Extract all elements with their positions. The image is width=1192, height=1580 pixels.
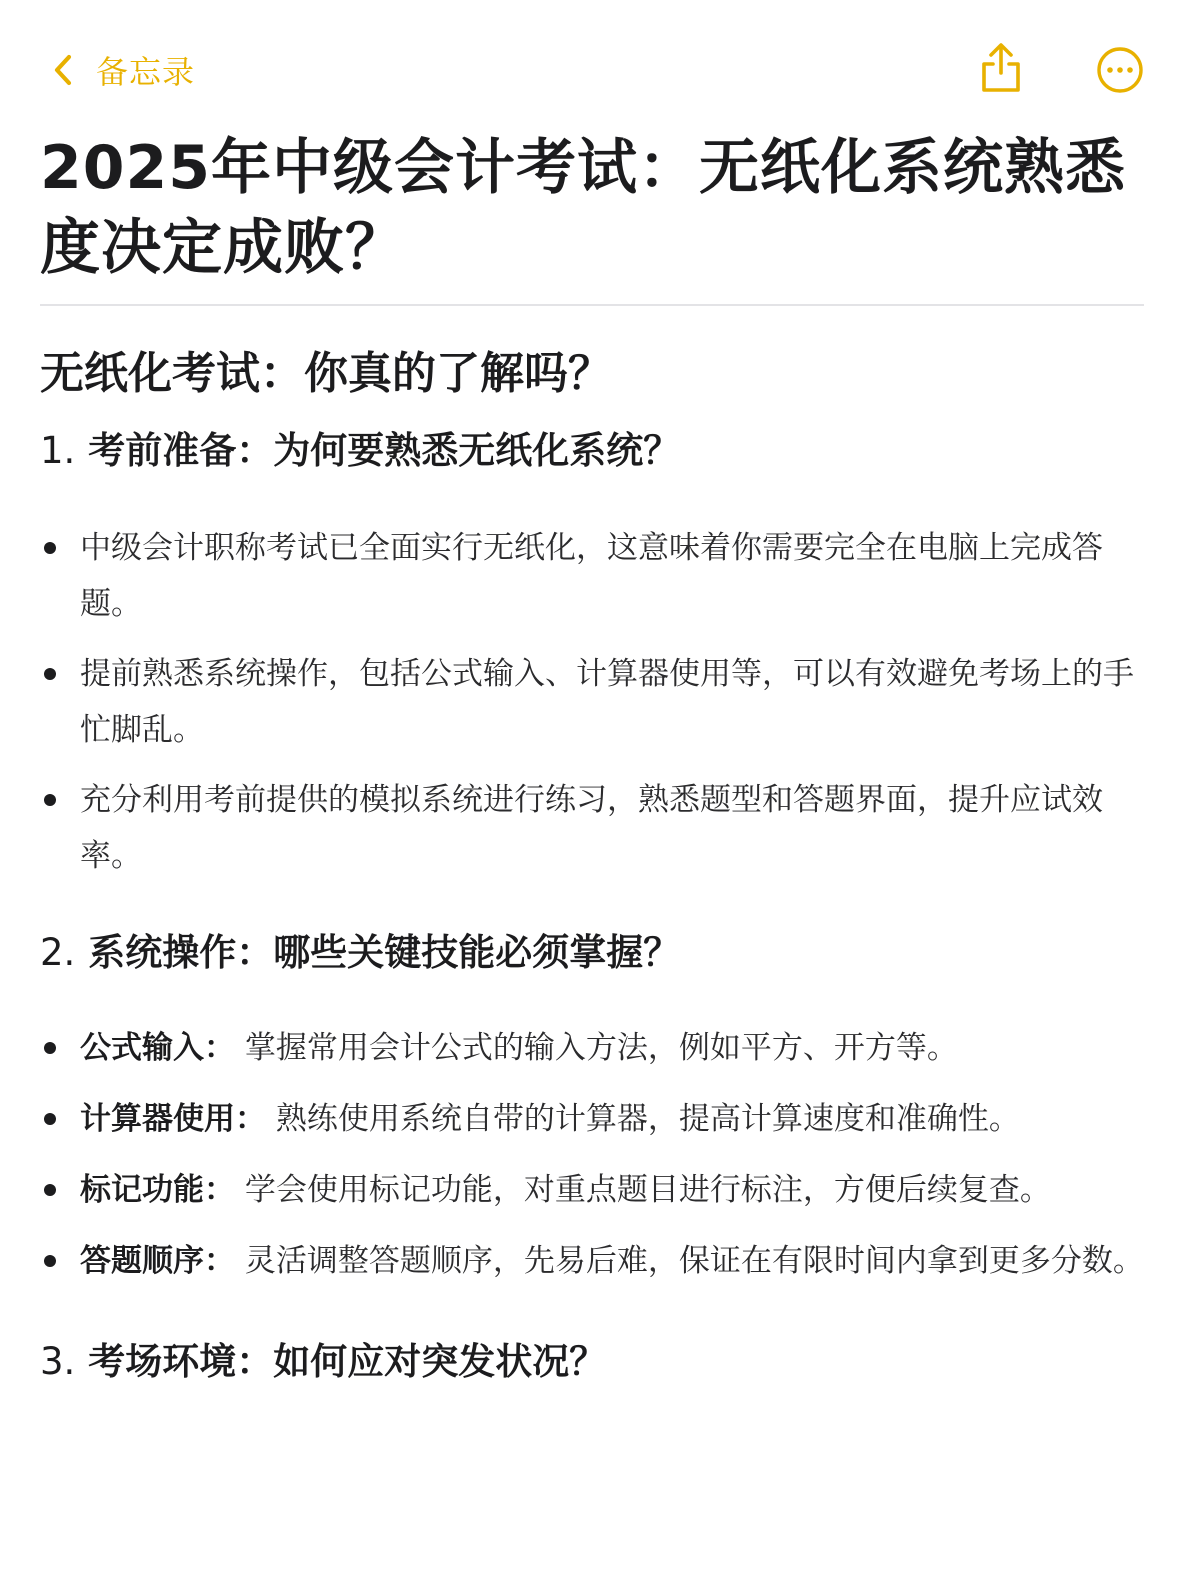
more-icon — [1096, 46, 1144, 94]
note-body[interactable] — [40, 128, 1144, 1389]
subsection-number: 1. — [40, 429, 76, 472]
share-icon — [976, 40, 1026, 96]
item-text: 掌握常用会计公式的输入方法，例如平方、开方等。 — [244, 1030, 958, 1066]
list-item: 提前熟悉系统操作，包括公式输入、计算器使用等，可以有效避免考场上的手忙脚乱。 — [40, 646, 1144, 758]
item-label: 计算器使用： — [80, 1101, 266, 1137]
item-text: 熟练使用系统自带的计算器，提高计算速度和准确性。 — [275, 1101, 1020, 1137]
subsection-heading-3 — [40, 1335, 1144, 1389]
section-heading: 无纸化考试：你真的了解吗？ — [40, 348, 612, 399]
item-label: 公式输入： — [80, 1030, 235, 1066]
subsection-number: 2. — [40, 931, 76, 974]
note-title: 2025年中级会计考试：无纸化系统熟悉度决定成败？ — [40, 133, 1126, 283]
subsection-title: 考场环境：如何应对突发状况？ — [88, 1340, 607, 1383]
list-item: 充分利用考前提供的模拟系统进行练习，熟悉题型和答题界面，提升应试效率。 — [40, 772, 1144, 884]
subsection-number: 3. — [40, 1340, 76, 1383]
item-text: 学会使用标记功能，对重点题目进行标注，方便后续复查。 — [244, 1172, 1051, 1208]
subsection-title: 考前准备：为何要熟悉无纸化系统？ — [88, 429, 681, 472]
nav-bar — [0, 0, 1192, 130]
back-label: 备忘录 — [96, 53, 196, 91]
more-button[interactable] — [1096, 46, 1144, 94]
item-text: 灵活调整答题顺序，先易后难，保证在有限时间内拿到更多分数。 — [244, 1243, 1144, 1279]
list-item — [40, 1233, 1144, 1289]
back-button[interactable] — [50, 46, 195, 94]
list-item — [40, 1091, 1144, 1147]
title-divider — [40, 304, 1144, 306]
chevron-left-icon — [50, 52, 76, 88]
item-label: 标记功能： — [80, 1172, 235, 1208]
subsection-title: 系统操作：哪些关键技能必须掌握？ — [88, 931, 681, 974]
item-label: 答题顺序： — [80, 1243, 235, 1279]
list-item — [40, 1162, 1144, 1218]
subsection-heading-1 — [40, 424, 1144, 478]
list-item — [40, 1020, 1144, 1076]
share-button[interactable] — [976, 40, 1026, 96]
bullet-list-1 — [40, 520, 1144, 884]
bullet-list-2 — [40, 1020, 1144, 1289]
list-item: 中级会计职称考试已全面实行无纸化，这意味着你需要完全在电脑上完成答题。 — [40, 520, 1144, 632]
subsection-heading-2 — [40, 926, 1144, 980]
